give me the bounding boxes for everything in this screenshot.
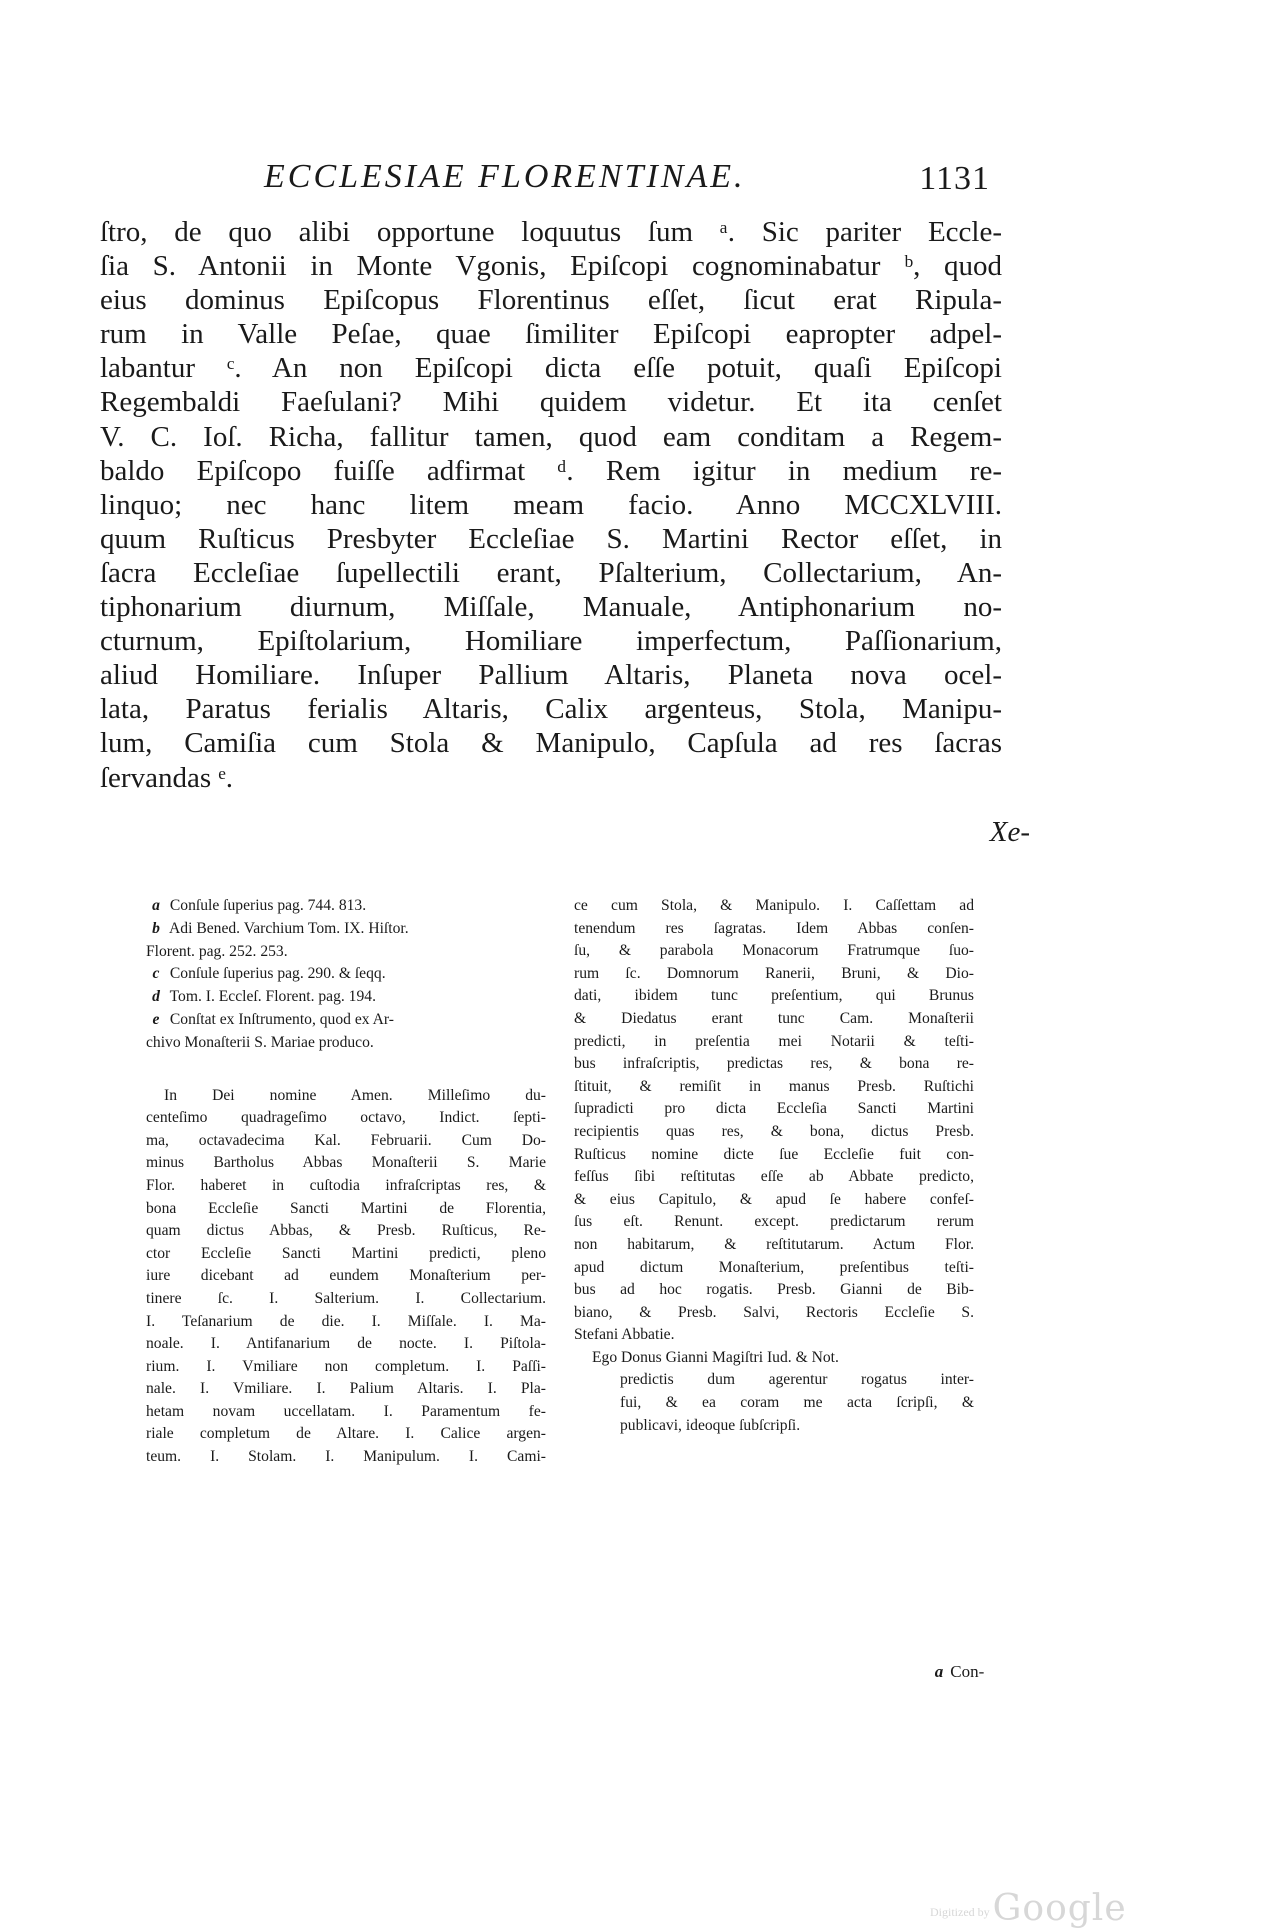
document-line: rium. I. Vmiliare non completum. I. Paſſi- <box>146 1357 546 1375</box>
text-line: tiphonarium diurnum, Miſſale, Manuale, Antiphonarium no- <box>100 591 1002 624</box>
footnote <box>146 1009 546 1032</box>
document-line: I. Teſanarium de die. I. Miſſale. I. Ma- <box>146 1312 546 1330</box>
text-line: quum Ruſticus Presbyter Eccleſiae S. Martini Rector eſſet, in <box>100 522 1002 555</box>
document-line: bus infraſcriptis, predictas res, & bona re- <box>574 1055 974 1073</box>
document-line: biano, & Presb. Salvi, Rectoris Eccleſie S. <box>574 1303 974 1321</box>
footnotes-column-left <box>146 895 546 1469</box>
document-line: & Diedatus erant tunc Cam. Monaſterii <box>574 1009 974 1027</box>
footnote <box>146 963 546 986</box>
document-line: ctor Eccleſie Sancti Martini predicti, pleno <box>146 1244 546 1262</box>
text-line: aliud Homiliare. Inſuper Pallium Altaris, Planeta nova ocel- <box>100 659 1002 692</box>
document-line: Stefani Abbatie. <box>574 1326 675 1344</box>
document-line: recipientis quas res, & bona, dictus Presb. <box>574 1122 974 1140</box>
text-line: ſia S. Antonii in Monte Vgonis, Epiſcopi cognominabatur ᵇ, quod <box>100 250 1002 283</box>
signature-line: publicavi, ideoque ſubſcripſi. <box>620 1416 801 1434</box>
running-head <box>240 158 1000 208</box>
running-title: ECCLESIAE FLORENTINAE. <box>264 158 746 195</box>
footnote-text: Florent. pag. 252. 253. <box>146 942 288 960</box>
footnote-text: Adi Bened. Varchium Tom. IX. Hiſtor. <box>169 919 409 937</box>
document-line: apud dictum Monaſterium, preſentibus teſti- <box>574 1258 974 1276</box>
text-line: linquo; nec hanc litem meam facio. Anno MCCXLVIII. <box>100 488 1002 521</box>
footnote <box>146 941 546 964</box>
document-line: ſupradicti pro dicta Eccleſia Sancti Martini <box>574 1100 974 1118</box>
watermark-small: Digitized by <box>930 1905 990 1919</box>
document-line: noale. I. Antifanarium de nocte. I. Piſtola- <box>146 1335 546 1353</box>
document-line: nale. I. Vmiliare. I. Palium Altaris. I. Pla- <box>146 1380 546 1398</box>
document-line: teum. I. Stolam. I. Manipulum. I. Cami- <box>146 1448 546 1466</box>
document-line: ma, octavadecima Kal. Februarii. Cum Do- <box>146 1131 546 1149</box>
document-text-left <box>146 1085 546 1469</box>
text-line: ſacra Eccleſiae ſupellectili erant, Pſalterium, Collectarium, An- <box>100 556 1002 589</box>
footnote-catchword-text: Con- <box>950 1662 985 1681</box>
document-line: non habitarum, & reſtitutarum. Actum Flor. <box>574 1235 974 1253</box>
main-text <box>100 215 1002 795</box>
document-line: ſtituit, & remiſit in manus Presb. Ruſtichi <box>574 1077 974 1095</box>
document-line: tenendum res ſagratas. Idem Abbas conſen- <box>574 919 974 937</box>
signature-line: predictis dum agerentur rogatus inter- <box>620 1371 974 1389</box>
document-line: feſſus ſibi reſtitutas eſſe ab Abbate predicto, <box>574 1168 974 1186</box>
digitization-watermark <box>930 1888 1127 1929</box>
text-line: cturnum, Epiſtolarium, Homiliare imperfectum, Paſſionarium, <box>100 625 1002 658</box>
document-line: iure dicebant ad eundem Monaſterium per- <box>146 1267 546 1285</box>
document-line: ce cum Stola, & Manipulo. I. Caſſettam ad <box>574 897 974 914</box>
document-line: ſus eſt. Renunt. except. predictarum rerum <box>574 1213 974 1231</box>
document-line: centeſimo quadrageſimo octavo, Indict. ſepti- <box>146 1109 546 1127</box>
footnote-mark: a <box>152 897 160 914</box>
notary-signature <box>574 1347 974 1437</box>
footnote-mark: e <box>152 1010 160 1028</box>
document-line: Flor. haberet in cuſtodia infraſcriptas res, & <box>146 1176 546 1194</box>
signature-line: fui, & ea coram me acta ſcripſi, & <box>620 1394 974 1412</box>
footnote-text: Tom. I. Eccleſ. Florent. pag. 194. <box>169 988 376 1006</box>
document-line: dati, ibidem tunc preſentium, qui Brunus <box>574 987 974 1005</box>
text-line: rum in Valle Peſae, quae ſimiliter Epiſcopi eapropter adpel- <box>100 318 1002 351</box>
document-line: bus ad hoc rogatis. Presb. Gianni de Bib- <box>574 1281 974 1299</box>
document-line: bona Eccleſie Sancti Martini de Florentia, <box>146 1199 546 1217</box>
footnote-catchword <box>932 1662 984 1682</box>
footnote <box>146 895 546 918</box>
document-line: riale completum de Altare. I. Calice argen- <box>146 1425 546 1443</box>
text-line: V. C. Ioſ. Richa, fallitur tamen, quod eam conditam a Regem- <box>100 420 1002 453</box>
watermark-logo: Google <box>992 1888 1127 1929</box>
text-line: ſtro, de quo alibi opportune loquutus ſum ᵃ. Sic pariter Eccle- <box>100 216 1002 248</box>
footnote <box>146 986 546 1009</box>
footnote-text: Conſule ſuperius pag. 744. 813. <box>169 897 367 914</box>
footnote <box>146 1032 546 1055</box>
catchword: Xe- <box>989 816 1030 848</box>
footnote-mark: c <box>152 965 160 983</box>
footnote-text: Conſule ſuperius pag. 290. & ſeqq. <box>169 965 386 983</box>
signature-line: Ego Donus Gianni Magiſtri Iud. & Not. <box>592 1348 839 1366</box>
document-line: ſu, & parabola Monacorum Fratrumque ſuo- <box>574 942 974 960</box>
footnote <box>146 918 546 941</box>
document-column-right <box>574 895 974 1437</box>
document-line: Ruſticus nomine dicte ſue Eccleſie fuit con- <box>574 1145 974 1163</box>
text-line: Regembaldi Faeſulani? Mihi quidem videtur. Et ita cenſet <box>100 386 1002 419</box>
text-line: eius dominus Epiſcopus Florentinus eſſet, ſicut erat Ripula- <box>100 284 1002 317</box>
document-line: quam dictus Abbas, & Presb. Ruſticus, Re- <box>146 1222 546 1240</box>
text-line: labantur ᶜ. An non Epiſcopi dicta eſſe potuit, quaſi Epiſcopi <box>100 352 1002 385</box>
page-number: 1131 <box>919 160 990 197</box>
footnote-text: Conſtat ex Inſtrumento, quod ex Ar- <box>169 1010 394 1028</box>
footnote-mark: a <box>934 1662 944 1681</box>
document-line: In Dei nomine Amen. Milleſimo du- <box>164 1086 546 1104</box>
footnote-mark: d <box>152 988 160 1006</box>
text-line: lum, Camiſia cum Stola & Manipulo, Capſula ad res ſacras <box>100 727 1002 760</box>
document-line: minus Bartholus Abbas Monaſterii S. Marie <box>146 1154 546 1172</box>
text-line: lata, Paratus ferialis Altaris, Calix argenteus, Stola, Manipu- <box>100 693 1002 726</box>
document-line: tinere ſc. I. Salterium. I. Collectarium. <box>146 1289 546 1307</box>
footnote-mark: b <box>152 919 160 937</box>
text-line: ſervandas ᵉ. <box>100 761 234 794</box>
text-line: baldo Epiſcopo fuiſſe adfirmat ᵈ. Rem igitur in medium re- <box>100 454 1002 487</box>
document-line: hetam novam uccellatam. I. Paramentum fe- <box>146 1402 546 1420</box>
footnote-text: chivo Monaſterii S. Mariae produco. <box>146 1033 374 1051</box>
document-line: predicti, in preſentia mei Notarii & teſti- <box>574 1032 974 1050</box>
document-line: & eius Capitulo, & apud ſe habere confeſ- <box>574 1190 974 1208</box>
document-line: rum ſc. Domnorum Ranerii, Bruni, & Dio- <box>574 964 974 982</box>
